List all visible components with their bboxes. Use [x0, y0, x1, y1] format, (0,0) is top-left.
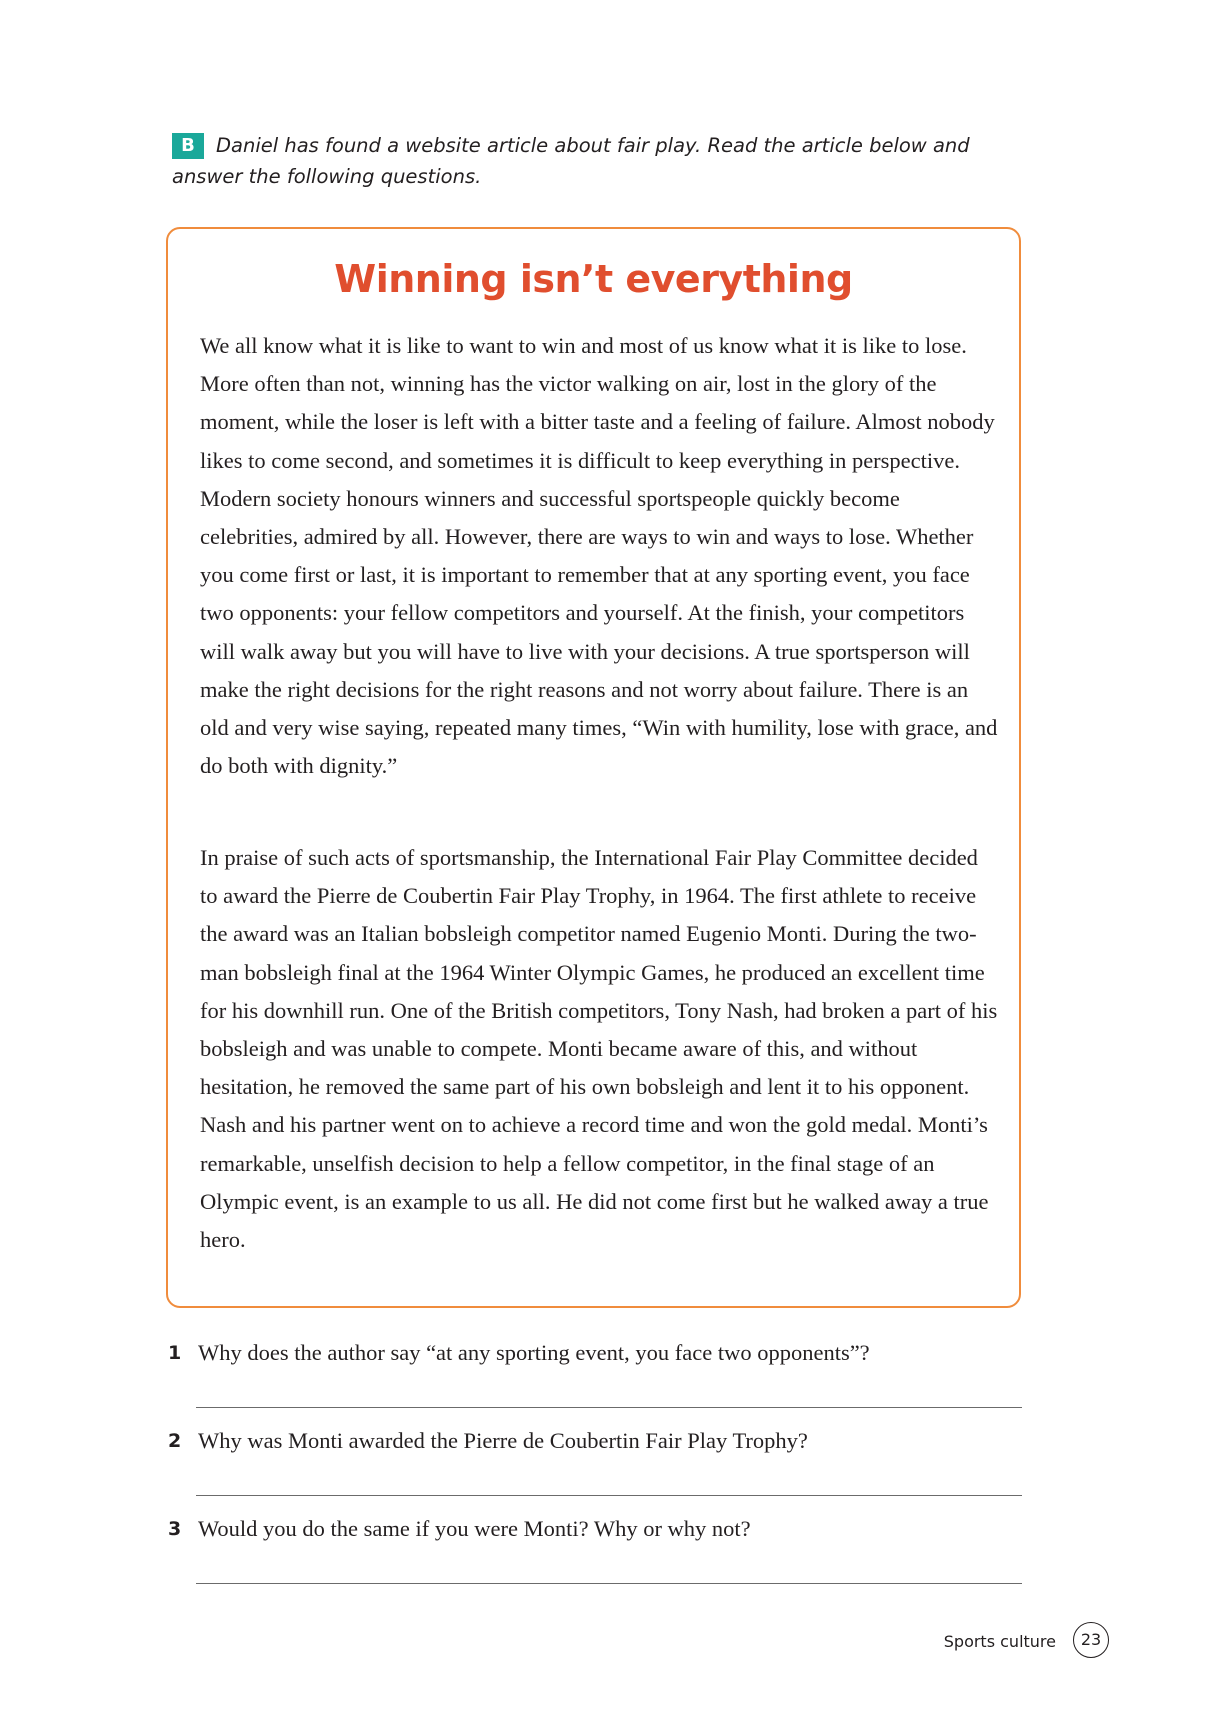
question-text: Why was Monti awarded the Pierre de Coubertin Fair Play Trophy?: [198, 1428, 808, 1453]
article-paragraph-1: We all know what it is like to want to win and most of us know what it is like to lose. More often than not, winning has the victor walking on air, lost in the glory of the moment, while the loser is left with a bitter taste and a feeling of failure. Almost nobody likes to come second, and sometimes it is difficult to keep everything in perspective. Modern society honours winners and successful sportspeople quickly become celebrities, admired by all. However, there are ways to win and ways to lose. Whether you come first or last, it is important to remember that at any sporting event, you face two opponents: your fellow competitors and yourself. At the finish, your competitors will walk away but you will have to live with your decisions. A true sportsperson will make the right decisions for the right reasons and not worry about failure. There is an old and very wise saying, repeated many times, “Win with humility, lose with grace, and do both with dignity.”: [200, 333, 998, 779]
article-title: Winning isn’t everything: [334, 257, 853, 301]
answer-line-3[interactable]: [196, 1583, 1022, 1584]
question-text: Why does the author say “at any sporting event, you face two opponents”?: [198, 1340, 870, 1365]
task-instruction: [172, 130, 1042, 192]
section-badge: B: [172, 133, 204, 159]
question-number: 2: [168, 1430, 182, 1452]
footer-section-label: Sports culture: [943, 1632, 1056, 1651]
question-number: 1: [168, 1342, 182, 1364]
article-paragraph-2: In praise of such acts of sportsmanship, the International Fair Play Committee decided to award the Pierre de Coubertin Fair Play Trophy, in 1964. The first athlete to receive the award was an Italian bobsleigh competitor named Eugenio Monti. During the two-man bobsleigh final at the 1964 Winter Olympic Games, he produced an excellent time for his downhill run. One of the British competitors, Tony Nash, had broken a part of his bobsleigh and was unable to compete. Monti became aware of this, and without hesitation, he removed the same part of his own bobsleigh and lent it to his opponent. Nash and his partner went on to achieve a record time and won the gold medal. Monti’s remarkable, unselfish decision to help a fellow competitor, in the final stage of an Olympic event, is an example to us all. He did not come first but he walked away a true hero.: [200, 845, 998, 1253]
question-text: Would you do the same if you were Monti? Why or why not?: [198, 1516, 751, 1541]
article-box: [166, 227, 1021, 1308]
answer-line-1[interactable]: [196, 1407, 1022, 1408]
page-number: 23: [1073, 1622, 1109, 1658]
question-number: 3: [168, 1518, 182, 1540]
answer-line-2[interactable]: [196, 1495, 1022, 1496]
instruction-text: Daniel has found a website article about fair play. Read the article below and answer the following questions.: [172, 134, 970, 188]
